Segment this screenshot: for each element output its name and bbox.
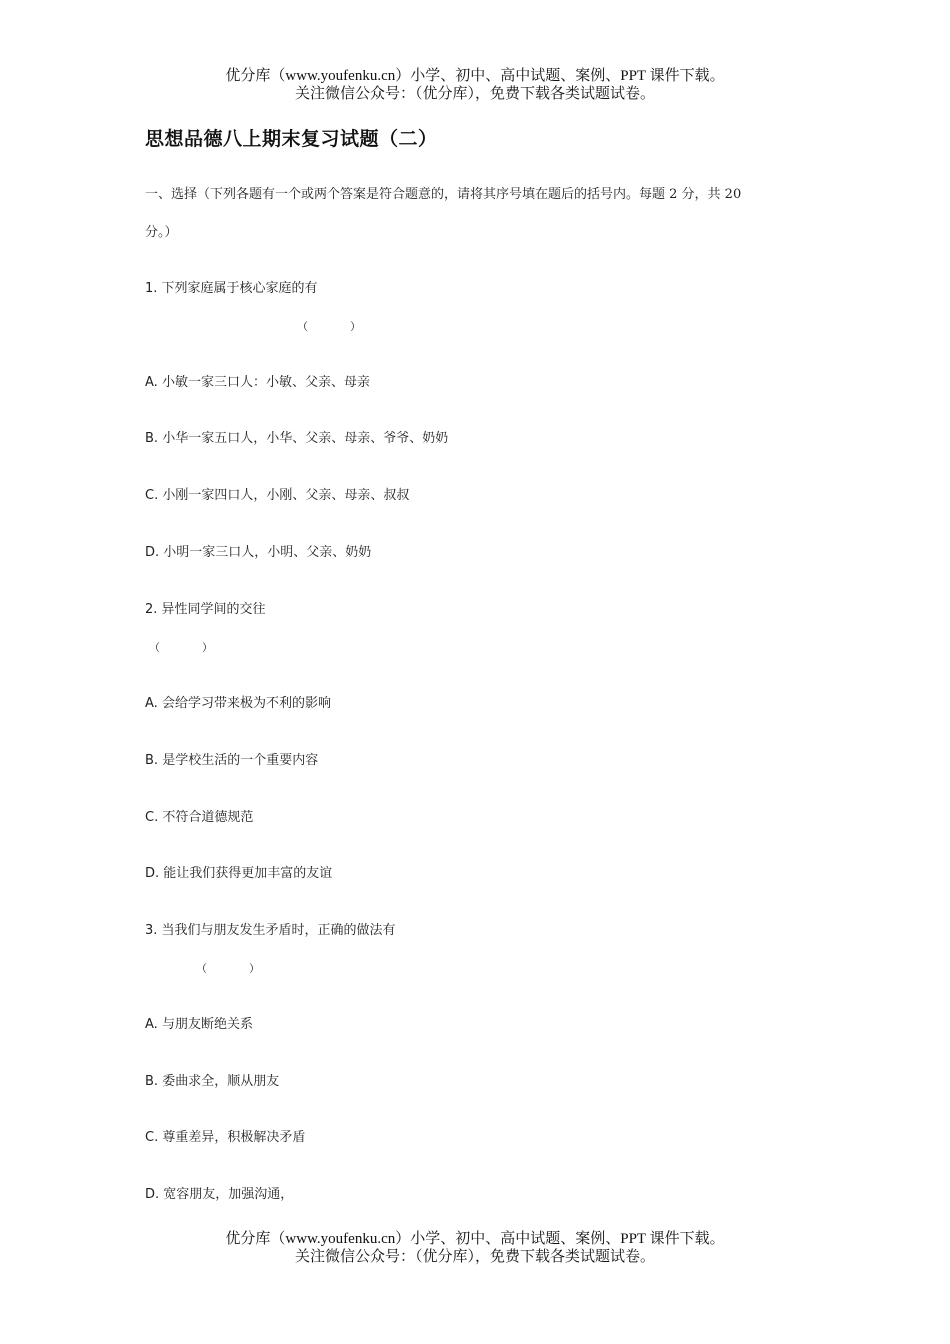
question-1 <box>145 281 318 297</box>
footer-banner <box>0 1230 950 1266</box>
option-letter: B. <box>145 431 159 446</box>
option-3d <box>145 1187 293 1203</box>
header-banner <box>0 67 950 103</box>
option-text: 宽容朋友，加强沟通， <box>163 1187 294 1202</box>
option-2a <box>145 696 331 712</box>
section-instruction-line-2: 分。） <box>145 225 178 240</box>
option-text: 与朋友断绝关系 <box>161 1017 253 1032</box>
question-text: 下列家庭属于核心家庭的有 <box>161 281 318 296</box>
footer-line-2: 关注微信公众号：（优分库），免费下载各类试题试卷。 <box>294 1249 655 1265</box>
option-letter: C. <box>145 1130 159 1145</box>
option-1b <box>145 431 448 447</box>
option-letter: B. <box>145 1074 159 1089</box>
option-letter: A. <box>145 696 158 711</box>
option-letter: D. <box>145 1187 160 1202</box>
option-text: 尊重差异，积极解决矛盾 <box>162 1130 306 1145</box>
header-line-1: 优分库（www.youfenku.cn）小学、初中、高中试题、案例、PPT 课件下载。 <box>225 68 725 84</box>
option-text: 能让我们获得更加丰富的友谊 <box>163 866 333 881</box>
question-number: 3. <box>145 923 158 938</box>
option-text: 小刚一家四口人，小刚、父亲、母亲、叔叔 <box>162 488 410 503</box>
option-text: 委曲求全，顺从朋友 <box>162 1074 280 1089</box>
footer-line-1: 优分库（www.youfenku.cn）小学、初中、高中试题、案例、PPT 课件下载。 <box>225 1231 725 1247</box>
option-2b <box>145 753 318 769</box>
option-letter: D. <box>145 866 160 881</box>
option-2c <box>145 810 253 826</box>
header-line-2: 关注微信公众号：（优分库），免费下载各类试题试卷。 <box>294 86 655 102</box>
option-1c <box>145 488 409 504</box>
option-3a <box>145 1017 253 1033</box>
option-text: 小明一家三口人，小明、父亲、奶奶 <box>163 545 372 560</box>
option-letter: C. <box>145 488 159 503</box>
answer-blank-3: （ ） <box>196 962 260 975</box>
answer-blank-1: （ ） <box>297 320 361 333</box>
question-3 <box>145 923 396 939</box>
question-2 <box>145 602 266 618</box>
option-text: 不符合道德规范 <box>162 810 254 825</box>
answer-blank-2: （ ） <box>149 641 213 654</box>
option-letter: B. <box>145 753 159 768</box>
question-number: 1. <box>145 281 158 296</box>
option-text: 小敏一家三口人：小敏、父亲、母亲 <box>161 375 370 390</box>
option-letter: D. <box>145 545 160 560</box>
option-letter: C. <box>145 810 159 825</box>
document-title: 思想品德八上期末复习试题（二） <box>145 128 438 150</box>
option-1a <box>145 375 370 391</box>
option-text: 会给学习带来极为不利的影响 <box>161 696 331 711</box>
question-text: 当我们与朋友发生矛盾时，正确的做法有 <box>161 923 396 938</box>
option-3b <box>145 1074 279 1090</box>
question-text: 异性同学间的交往 <box>161 602 266 617</box>
option-letter: A. <box>145 375 158 390</box>
option-text: 是学校生活的一个重要内容 <box>162 753 319 768</box>
option-letter: A. <box>145 1017 158 1032</box>
option-text: 小华一家五口人，小华、父亲、母亲、爷爷、奶奶 <box>162 431 449 446</box>
option-3c <box>145 1130 305 1146</box>
option-2d <box>145 866 332 882</box>
option-1d <box>145 545 371 561</box>
section-instruction-line-1: 一、选择（下列各题有一个或两个答案是符合题意的，请将其序号填在题后的括号内。每题 2 分，共 20 <box>145 187 742 202</box>
question-number: 2. <box>145 602 158 617</box>
